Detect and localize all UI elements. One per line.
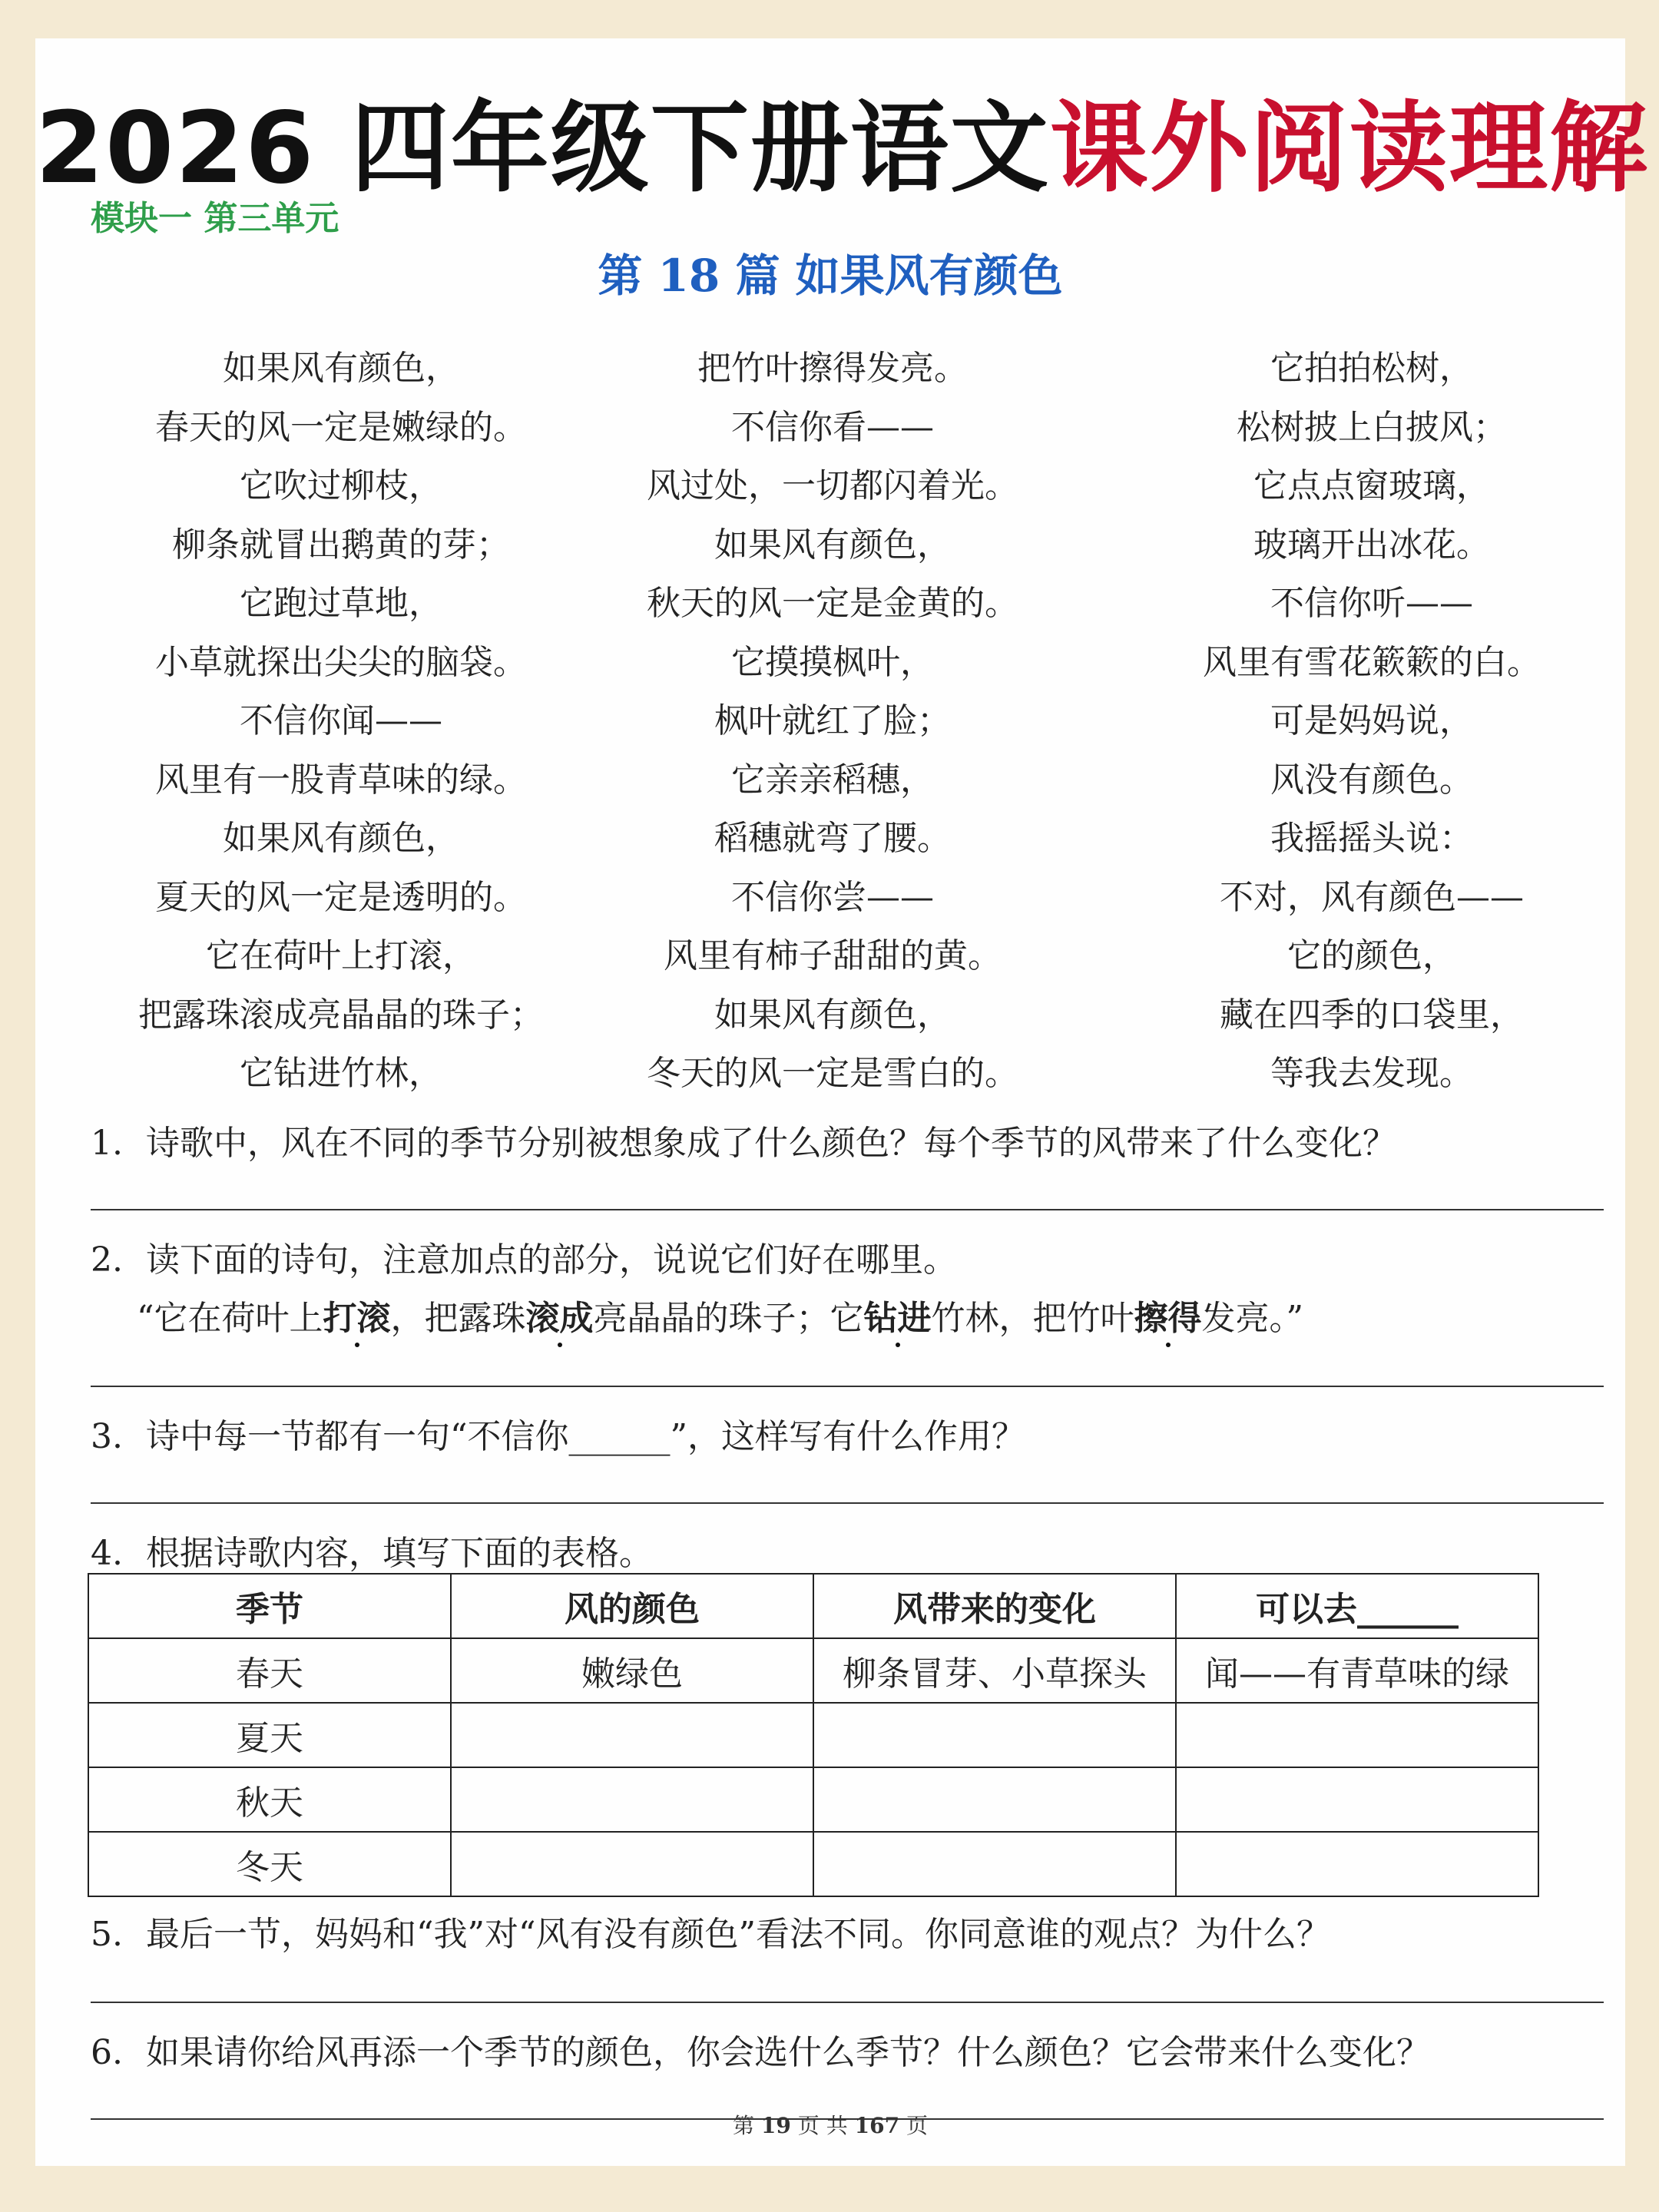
table-header: 季节	[88, 1574, 451, 1638]
title-grade: 2026 四年级下册语文	[35, 91, 1050, 206]
poem-line: 可是妈妈说，	[1270, 701, 1473, 740]
dotted-word: 擦得	[1134, 1290, 1202, 1339]
poem-line: 秋天的风一定是金黄的。	[647, 584, 1018, 623]
poem-line: 它跑过草地，	[240, 584, 442, 623]
answer-line-1[interactable]	[91, 1209, 1604, 1210]
table-row	[88, 1703, 1538, 1767]
season-table	[88, 1573, 1539, 1897]
table-cell: 夏天	[88, 1703, 451, 1767]
table-cell-blank[interactable]	[813, 1832, 1176, 1896]
poem-line: 夏天的风一定是透明的。	[155, 877, 527, 917]
footer-text: 第	[733, 2113, 755, 2138]
poem-line: 风里有雪花簌簌的白。	[1203, 642, 1541, 682]
poem-line: 把竹叶擦得发亮。	[697, 349, 968, 388]
question-6	[91, 2025, 1430, 2074]
poem-line: 它钻进竹林，	[240, 1054, 442, 1093]
question-text: 诗中每一节都有一句“不信你______”，这样写有什么作用？	[146, 1417, 1025, 1456]
poem-line: 藏在四季的口袋里，	[1220, 995, 1524, 1035]
poem-quote	[137, 1290, 1303, 1339]
question-text: 读下面的诗句，注意加点的部分，说说它们好在哪里。	[146, 1240, 957, 1280]
answer-line-5[interactable]	[91, 2002, 1604, 2003]
poem-line: 不对，风有颜色——	[1220, 877, 1524, 917]
footer-text: 页	[906, 2113, 928, 2138]
question-number: 2.	[91, 1240, 123, 1280]
table-cell: 闻——有青草味的绿	[1176, 1638, 1538, 1703]
question-text: 最后一节，妈妈和“我”对“风有没有颜色”看法不同。你同意谁的观点？为什么？	[146, 1915, 1330, 1954]
poem-column-2	[587, 339, 1078, 1104]
table-cell-blank[interactable]	[1176, 1832, 1538, 1896]
poem-column-1	[95, 339, 587, 1104]
question-1	[91, 1115, 1396, 1164]
poem-line: 它摸摸枫叶，	[731, 642, 934, 682]
poem-line: 它拍拍松树，	[1270, 349, 1473, 388]
poem-line: 稻穗就弯了腰。	[714, 819, 951, 858]
table-cell-blank[interactable]	[813, 1767, 1176, 1832]
quote-text: 竹林，把竹叶	[931, 1299, 1134, 1338]
poem-line: 不信你闻——	[240, 701, 442, 740]
poem-line: 如果风有颜色，	[223, 819, 459, 858]
poem-line: 如果风有颜色，	[714, 995, 951, 1035]
table-header: 风带来的变化	[813, 1574, 1176, 1638]
poem-line: 风里有柿子甜甜的黄。	[664, 936, 1002, 975]
title-subject: 课外阅读理解	[1049, 91, 1649, 206]
poem-line: 松树披上白披风；	[1237, 407, 1507, 447]
table-cell-blank[interactable]	[451, 1832, 813, 1896]
dotted-word: 钻进	[864, 1290, 932, 1339]
current-page: 19	[760, 2113, 791, 2138]
question-2	[91, 1232, 957, 1281]
poem-line: 柳条就冒出鹅黄的芽；	[172, 525, 510, 565]
poem-line: 枫叶就红了脸；	[714, 701, 951, 740]
answer-line-3[interactable]	[91, 1502, 1604, 1504]
module-label: 模块一 第三单元	[91, 199, 339, 238]
table-row	[88, 1832, 1538, 1896]
table-cell-blank[interactable]	[451, 1767, 813, 1832]
question-3	[91, 1409, 1025, 1458]
poem-line: 不信你看——	[731, 407, 934, 447]
worksheet-page	[35, 38, 1649, 2166]
table-cell: 春天	[88, 1638, 451, 1703]
question-number: 3.	[91, 1417, 123, 1456]
poem-line: 不信你尝——	[731, 877, 934, 917]
quote-text: 亮晶晶的珠子；它	[593, 1299, 864, 1338]
table-header: 风的颜色	[451, 1574, 813, 1638]
table-row	[88, 1767, 1538, 1832]
poem-line: 它吹过柳枝，	[240, 466, 442, 505]
poem-column-3	[1126, 339, 1618, 1104]
poem-line: 不信你听——	[1270, 584, 1473, 623]
table-header: 可以去______	[1176, 1574, 1538, 1638]
question-text: 根据诗歌内容，填写下面的表格。	[146, 1534, 653, 1573]
table-header-row	[88, 1574, 1538, 1638]
article-title: 第 18 篇 如果风有颜色	[598, 250, 1063, 302]
question-4	[91, 1525, 653, 1575]
poem-line: 冬天的风一定是雪白的。	[647, 1054, 1018, 1093]
question-number: 6.	[91, 2033, 123, 2072]
poem-line: 把露珠滚成亮晶晶的珠子；	[138, 995, 544, 1035]
page-title	[35, 69, 1649, 210]
poem-line: 风没有颜色。	[1270, 760, 1473, 800]
dotted-word: 打滚	[323, 1290, 391, 1339]
poem-line: 如果风有颜色，	[223, 349, 459, 388]
quote-text: ，把露珠	[390, 1299, 526, 1338]
poem-line: 风过处，一切都闪着光。	[647, 466, 1018, 505]
table-cell: 嫩绿色	[451, 1638, 813, 1703]
question-text: 如果请你给风再添一个季节的颜色，你会选什么季节？什么颜色？它会带来什么变化？	[146, 2033, 1430, 2072]
footer-text: 页 共	[797, 2113, 848, 2138]
poem-line: 玻璃开出冰花。	[1253, 525, 1490, 565]
poem-line: 它在荷叶上打滚，	[206, 936, 476, 975]
poem-line: 等我去发现。	[1270, 1054, 1473, 1093]
poem-line: 如果风有颜色，	[714, 525, 951, 565]
quote-text: 发亮。”	[1201, 1299, 1303, 1338]
total-pages: 167	[854, 2113, 900, 2138]
poem-line: 它的颜色，	[1287, 936, 1456, 975]
poem-line: 我摇摇头说：	[1270, 819, 1473, 858]
table-cell: 柳条冒芽、小草探头	[813, 1638, 1176, 1703]
question-number: 5.	[91, 1915, 123, 1954]
quote-text: “它在荷叶上	[137, 1299, 323, 1338]
table-cell-blank[interactable]	[1176, 1703, 1538, 1767]
table-cell: 秋天	[88, 1767, 451, 1832]
question-number: 1.	[91, 1124, 123, 1163]
question-text: 诗歌中，风在不同的季节分别被想象成了什么颜色？每个季节的风带来了什么变化？	[146, 1124, 1396, 1163]
table-cell-blank[interactable]	[1176, 1767, 1538, 1832]
poem-line: 它亲亲稻穗，	[731, 760, 934, 800]
answer-line-2[interactable]	[91, 1386, 1604, 1387]
poem-line: 它点点窗玻璃，	[1253, 466, 1490, 505]
question-number: 4.	[91, 1534, 123, 1573]
table-cell-blank[interactable]	[451, 1703, 813, 1767]
table-cell-blank[interactable]	[813, 1703, 1176, 1767]
dotted-word: 滚成	[526, 1290, 594, 1339]
poem-line: 春天的风一定是嫩绿的。	[155, 407, 527, 447]
poem-line: 风里有一股青草味的绿。	[155, 760, 527, 800]
table-row	[88, 1638, 1538, 1703]
poem-line: 小草就探出尖尖的脑袋。	[155, 642, 527, 682]
table-cell: 冬天	[88, 1832, 451, 1896]
question-5	[91, 1906, 1330, 1955]
page-footer	[35, 2109, 1625, 2140]
